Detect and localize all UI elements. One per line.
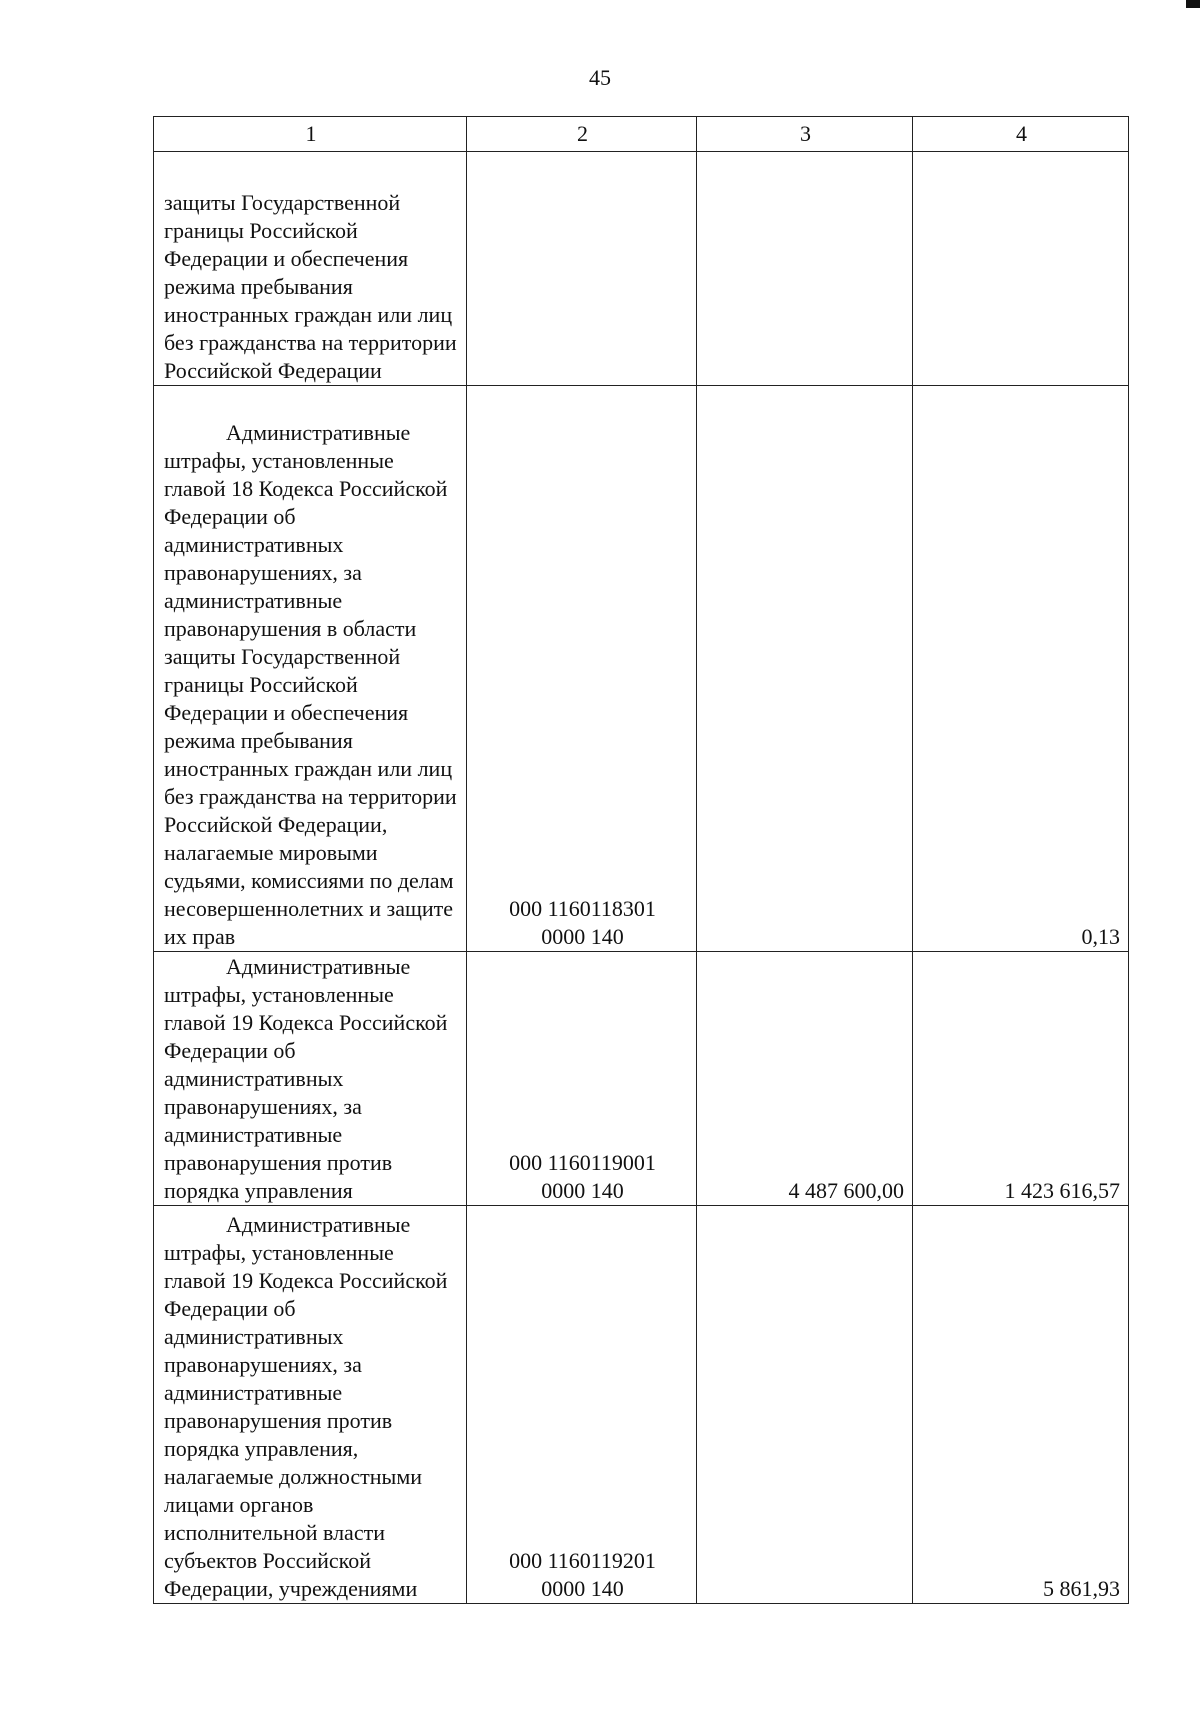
revenue-table bbox=[153, 116, 1129, 1604]
row-name-cell bbox=[154, 386, 467, 952]
row-name-cell bbox=[154, 1206, 467, 1604]
row-code-line1: 000 1160118301 bbox=[509, 896, 656, 921]
table-row bbox=[154, 386, 1129, 952]
row-code-line2: 0000 140 bbox=[541, 1576, 624, 1601]
row-code-cell bbox=[467, 386, 697, 952]
row-name-text: Административные штрафы, установленные главой 18 Кодекса Российской Федерации об административных правонарушениях, за административные правонарушения в области защиты Государственной границы Российской Федерации и обеспечения режима пребывания иностранных граждан или лиц без гражданства на территории Российской Федерации, налагаемые мировыми судьями, комиссиями по делам несовершеннолетних и защите их прав bbox=[164, 420, 457, 949]
page-number: 45 bbox=[589, 65, 611, 90]
row-code-cell bbox=[467, 1206, 697, 1604]
row-code-line1: 000 1160119201 bbox=[509, 1548, 656, 1573]
row-name-text: Административные штрафы, установленные главой 19 Кодекса Российской Федерации об административных правонарушениях, за административные правонарушения против порядка управления, налагаемые должностными лицами органов исполнительной власти субъектов Российской Федерации, учреждениями bbox=[164, 1212, 448, 1601]
column-header-4: 4 bbox=[913, 117, 1129, 152]
row-code-line2: 0000 140 bbox=[541, 1178, 624, 1203]
column-header-3: 3 bbox=[697, 117, 913, 152]
row-code-cell bbox=[467, 152, 697, 386]
row-col4-cell bbox=[913, 152, 1129, 386]
row-name-cell bbox=[154, 952, 467, 1206]
row-code-cell bbox=[467, 952, 697, 1206]
row-code-line2: 0000 140 bbox=[541, 924, 624, 949]
row-col3-cell bbox=[697, 152, 913, 386]
row-col4-cell: 0,13 bbox=[913, 386, 1129, 952]
row-code-line1: 000 1160119001 bbox=[509, 1150, 656, 1175]
row-col3-cell bbox=[697, 386, 913, 952]
table-row bbox=[154, 952, 1129, 1206]
row-col4-cell: 1 423 616,57 bbox=[913, 952, 1129, 1206]
table-row bbox=[154, 1206, 1129, 1604]
row-name-cell bbox=[154, 152, 467, 386]
column-header-1: 1 bbox=[154, 117, 467, 152]
scan-corner-mark bbox=[1186, 0, 1200, 8]
table-row bbox=[154, 152, 1129, 386]
row-name-text: Административные штрафы, установленные главой 19 Кодекса Российской Федерации об административных правонарушениях, за административные правонарушения против порядка управления bbox=[164, 954, 448, 1203]
row-name-text: защиты Государственной границы Российской Федерации и обеспечения режима пребывания иностранных граждан или лиц без гражданства на территории Российской Федерации bbox=[164, 190, 457, 383]
row-col4-cell: 5 861,93 bbox=[913, 1206, 1129, 1604]
column-header-2: 2 bbox=[467, 117, 697, 152]
row-col3-cell bbox=[697, 1206, 913, 1604]
table-header-row bbox=[154, 117, 1129, 152]
row-col3-cell: 4 487 600,00 bbox=[697, 952, 913, 1206]
